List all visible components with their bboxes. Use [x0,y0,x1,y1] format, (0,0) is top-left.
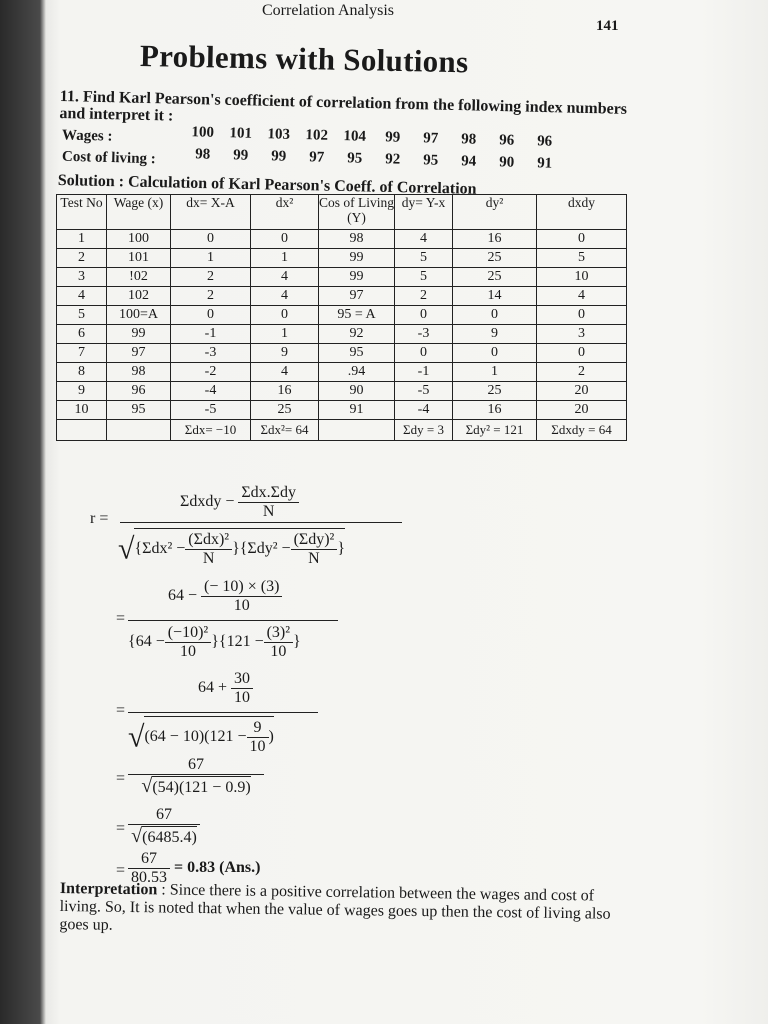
formula-term: Σdxdy − [180,493,235,511]
fraction-bar [128,620,338,621]
cell-wage: 101 [107,249,171,268]
calculation-table [56,194,627,441]
cell-cost-of-living: 95 = A [319,306,395,325]
fraction-numerator: (−10)² [165,624,211,643]
cell-dy: -1 [395,363,453,382]
cell-wage: 102 [107,287,171,306]
cell-dy: 5 [395,249,453,268]
fraction [264,624,293,661]
cell-dy: -5 [395,382,453,401]
cell-cost-of-living: .94 [319,363,395,382]
page-number: 141 [596,18,619,34]
wage-value: 100 [191,124,215,141]
problem-statement: 11. Find Karl Pearson's coefficient of correlation from the following index numbers and interpret it : [59,88,628,125]
fraction-denominator: N [262,503,275,520]
table-row [57,401,627,420]
cell-dy: -4 [395,401,453,420]
fraction-denominator: 80.53 [131,869,167,886]
cell-dy-squared: 25 [453,382,537,401]
cost-value: 99 [233,147,249,164]
sqrt-content: (6485.4) [142,826,197,847]
cell-cost-of-living: 91 [319,401,395,420]
cell-test-no: 3 [57,268,107,287]
cost-of-living-label: Cost of living : [61,148,156,168]
header-dy: dy= Y-x [395,195,453,230]
cell-dxdy: 2 [537,363,627,382]
wages-label: Wages : [61,127,113,145]
cell-dx-squared: 0 [251,306,319,325]
sqrt-symbol: √ [131,825,143,847]
fraction [128,756,264,798]
cell-dy-squared: 25 [453,249,537,268]
cell-dy: 0 [395,306,453,325]
equals-sign: = [116,770,126,787]
fraction [201,578,282,615]
cell-dy-squared: 0 [453,306,537,325]
cell-dxdy: 0 [537,306,627,325]
cell-wage: 98 [107,363,171,382]
wage-value: 104 [343,128,367,145]
cell-dxdy: 20 [537,382,627,401]
cell-dx: -1 [171,325,251,344]
header-dx: dx= X-A [171,195,251,230]
formula-term: Σdx² − [142,540,186,558]
total-cell [107,420,171,441]
cell-test-no: 6 [57,325,107,344]
fraction-denominator: 10 [270,643,287,660]
header-wage: Wage (x) [107,195,171,230]
table-row [57,325,627,344]
cell-dx: 0 [171,230,251,249]
cell-dx: 0 [171,306,251,325]
cell-dx-squared: 0 [251,230,319,249]
step2-denominator: {64 − $\frac{\text{(−10)²}}{10}$ }{121 − $\frac{\text{(3)²}}{10}$ } [128,624,301,660]
fraction-denominator: N [202,550,215,567]
cell-wage: 95 [107,401,171,420]
total-dxdy: Σdxdy = 64 [537,420,627,441]
cell-test-no: 4 [57,287,107,306]
formula-term: (64 − 10) [144,728,205,746]
interpretation-paragraph [59,880,630,942]
wage-value: 103 [267,126,291,143]
page-heading: Problems with Solutions [139,38,469,80]
cost-value: 95 [347,150,363,167]
cell-cost-of-living: 95 [319,344,395,363]
cell-dxdy: 4 [537,287,627,306]
cell-dy: 0 [395,344,453,363]
wage-value: 101 [229,125,253,142]
cell-test-no: 9 [57,382,107,401]
cell-wage: 100 [107,230,171,249]
wage-value: 97 [422,130,439,147]
header-cost-of-living: Cos of Living (Y) [319,195,395,230]
fraction-numerator: (Σdx)² [185,531,232,550]
final-result: = 0.83 (Ans.) [174,859,261,877]
cell-dy-squared: 9 [453,325,537,344]
cell-dx: 1 [171,249,251,268]
cell-dxdy: 10 [537,268,627,287]
cell-wage: 97 [107,344,171,363]
cell-test-no: 2 [57,249,107,268]
formula-denominator [118,528,345,568]
formula-term: 121 − [226,633,264,651]
fraction-numerator: 67 [128,756,264,775]
cell-test-no: 5 [57,306,107,325]
cell-dy-squared: 0 [453,344,537,363]
cell-cost-of-living: 99 [319,268,395,287]
cell-dxdy: 20 [537,401,627,420]
table-row [57,306,627,325]
cost-value: 91 [536,155,553,172]
cell-test-no: 1 [57,230,107,249]
table-row [57,363,627,382]
cell-dxdy: 0 [537,230,627,249]
cell-dx-squared: 1 [251,249,319,268]
cell-dxdy: 3 [537,325,627,344]
cell-dx-squared: 9 [251,344,319,363]
header-dy-squared: dy² [453,195,537,230]
fraction [185,531,232,568]
total-cell [57,420,107,441]
cell-dy: 5 [395,268,453,287]
total-cell [319,420,395,441]
fraction-bar [128,712,318,713]
equals-sign: = [116,862,126,879]
cost-value: 97 [309,149,325,166]
formula-numerator [180,484,299,521]
header-dx-squared: dx² [251,195,319,230]
cell-dy-squared: 16 [453,401,537,420]
interpretation-text: : Since there is a positive correlation between the wages and cost of living. So, It is noted that when the value of wages goes up then the cost of living also goes up. [59,881,611,934]
cell-dy: -3 [395,325,453,344]
cell-dx-squared: 4 [251,287,319,306]
formula-term: Σdy² − [247,540,291,558]
cost-value: 98 [195,146,211,163]
equals-sign: = [116,820,126,837]
step4-fraction [128,756,264,798]
fraction-denominator [128,825,200,848]
cell-dxdy: 5 [537,249,627,268]
table-row [57,230,627,249]
cell-dxdy: 0 [537,344,627,363]
cost-value: 92 [385,151,401,168]
step3-denominator [128,716,274,756]
total-dx: Σdx= −10 [171,420,251,441]
cost-value: 90 [498,154,515,171]
cell-dx-squared: 4 [251,363,319,382]
fraction-denominator: 10 [179,643,196,660]
totals-row [57,420,627,441]
cell-dy-squared: 16 [453,230,537,249]
cell-cost-of-living: 98 [319,230,395,249]
cell-dy-squared: 25 [453,268,537,287]
header-test-no: Test No [57,195,107,230]
r-label: r = [90,510,109,527]
table-row [57,344,627,363]
wage-value: 96 [498,132,515,149]
fraction-numerator: 67 [128,806,200,825]
cell-cost-of-living: 97 [319,287,395,306]
cell-dx: -3 [171,344,251,363]
cell-dy: 4 [395,230,453,249]
cost-value: 94 [460,153,477,170]
cell-test-no: 7 [57,344,107,363]
cell-wage: 96 [107,382,171,401]
formula-term: 64 + [198,679,228,697]
fraction-numerator: 9 [247,719,269,738]
cell-cost-of-living: 99 [319,249,395,268]
fraction-denominator: 10 [233,597,250,614]
fraction-numerator: 67 [128,850,170,869]
fraction [128,806,200,848]
cell-dx-squared: 16 [251,382,319,401]
fraction [231,670,253,707]
cell-dx: 2 [171,268,251,287]
cell-dx: -2 [171,363,251,382]
step2-numerator [168,578,282,615]
cell-wage: 99 [107,325,171,344]
table-row [57,287,627,306]
cost-value: 99 [271,148,287,165]
solution-title: Solution : Calculation of Karl Pearson's Coeff. of Correlation [57,172,477,198]
cell-dx-squared: 25 [251,401,319,420]
cell-wage: !02 [107,268,171,287]
table-row [57,268,627,287]
equals-sign: = [116,702,126,719]
formula-term: 64 − [168,587,198,605]
fraction-numerator: Σdx.Σdy [238,484,299,503]
cell-wage: 100=A [107,306,171,325]
step3-numerator [198,670,253,707]
cell-test-no: 8 [57,363,107,382]
formula-term: 121 − [209,728,247,746]
fraction-numerator: 30 [231,670,253,689]
cell-dx: 2 [171,287,251,306]
sqrt-content: (64 − 10)(121 − $\frac{9}{10}$ ) [144,716,273,756]
wage-value: 98 [460,131,477,148]
header-dxdy: dxdy [537,195,627,230]
step5-fraction [128,806,200,848]
fraction-denominator: 10 [234,689,251,706]
fraction-denominator [128,775,264,798]
formula-term: 64 − [135,633,165,651]
fraction-bar [120,522,402,523]
cell-dy-squared: 1 [453,363,537,382]
cell-dy: 2 [395,287,453,306]
total-dy-squared: Σdy² = 121 [453,420,537,441]
wage-value: 99 [385,129,401,146]
fraction [247,719,269,756]
cell-dx-squared: 4 [251,268,319,287]
running-header: Correlation Analysis [262,2,394,19]
sqrt-symbol: √ [128,720,145,754]
fraction-numerator: (Σdy)² [291,531,338,550]
sqrt-content: (54)(121 − 0.9) [152,776,250,797]
cost-value: 95 [422,152,439,169]
cost-of-living-values [184,146,564,173]
total-dx-squared: Σdx²= 64 [251,420,319,441]
sqrt-content: {Σdx² − $\frac{\text{(Σdx)²}}{N}$ }{Σdy² − $\frac{\text{(Σdy)²}}{N}$ } [134,528,345,568]
table-header-row [57,195,627,230]
sqrt-symbol: √ [118,532,135,566]
cell-dx: -4 [171,382,251,401]
interpretation-label: Interpretation [59,880,158,899]
fraction-numerator: (3)² [264,624,293,643]
cell-dy-squared: 14 [453,287,537,306]
fraction [238,484,299,521]
cell-dx: -5 [171,401,251,420]
table-row [57,249,627,268]
fraction [291,531,338,568]
wage-value: 96 [536,133,553,150]
cell-cost-of-living: 90 [319,382,395,401]
fraction-numerator: (− 10) × (3) [201,578,282,597]
fraction-denominator: N [308,550,320,567]
cell-test-no: 10 [57,401,107,420]
cell-dx-squared: 1 [251,325,319,344]
wage-value: 102 [305,127,329,144]
sqrt-symbol: √ [141,775,153,797]
total-dy: Σdy = 3 [395,420,453,441]
table-row [57,382,627,401]
equals-sign: = [116,610,126,627]
fraction [165,624,211,661]
fraction-denominator: 10 [249,738,266,755]
cell-cost-of-living: 92 [319,325,395,344]
